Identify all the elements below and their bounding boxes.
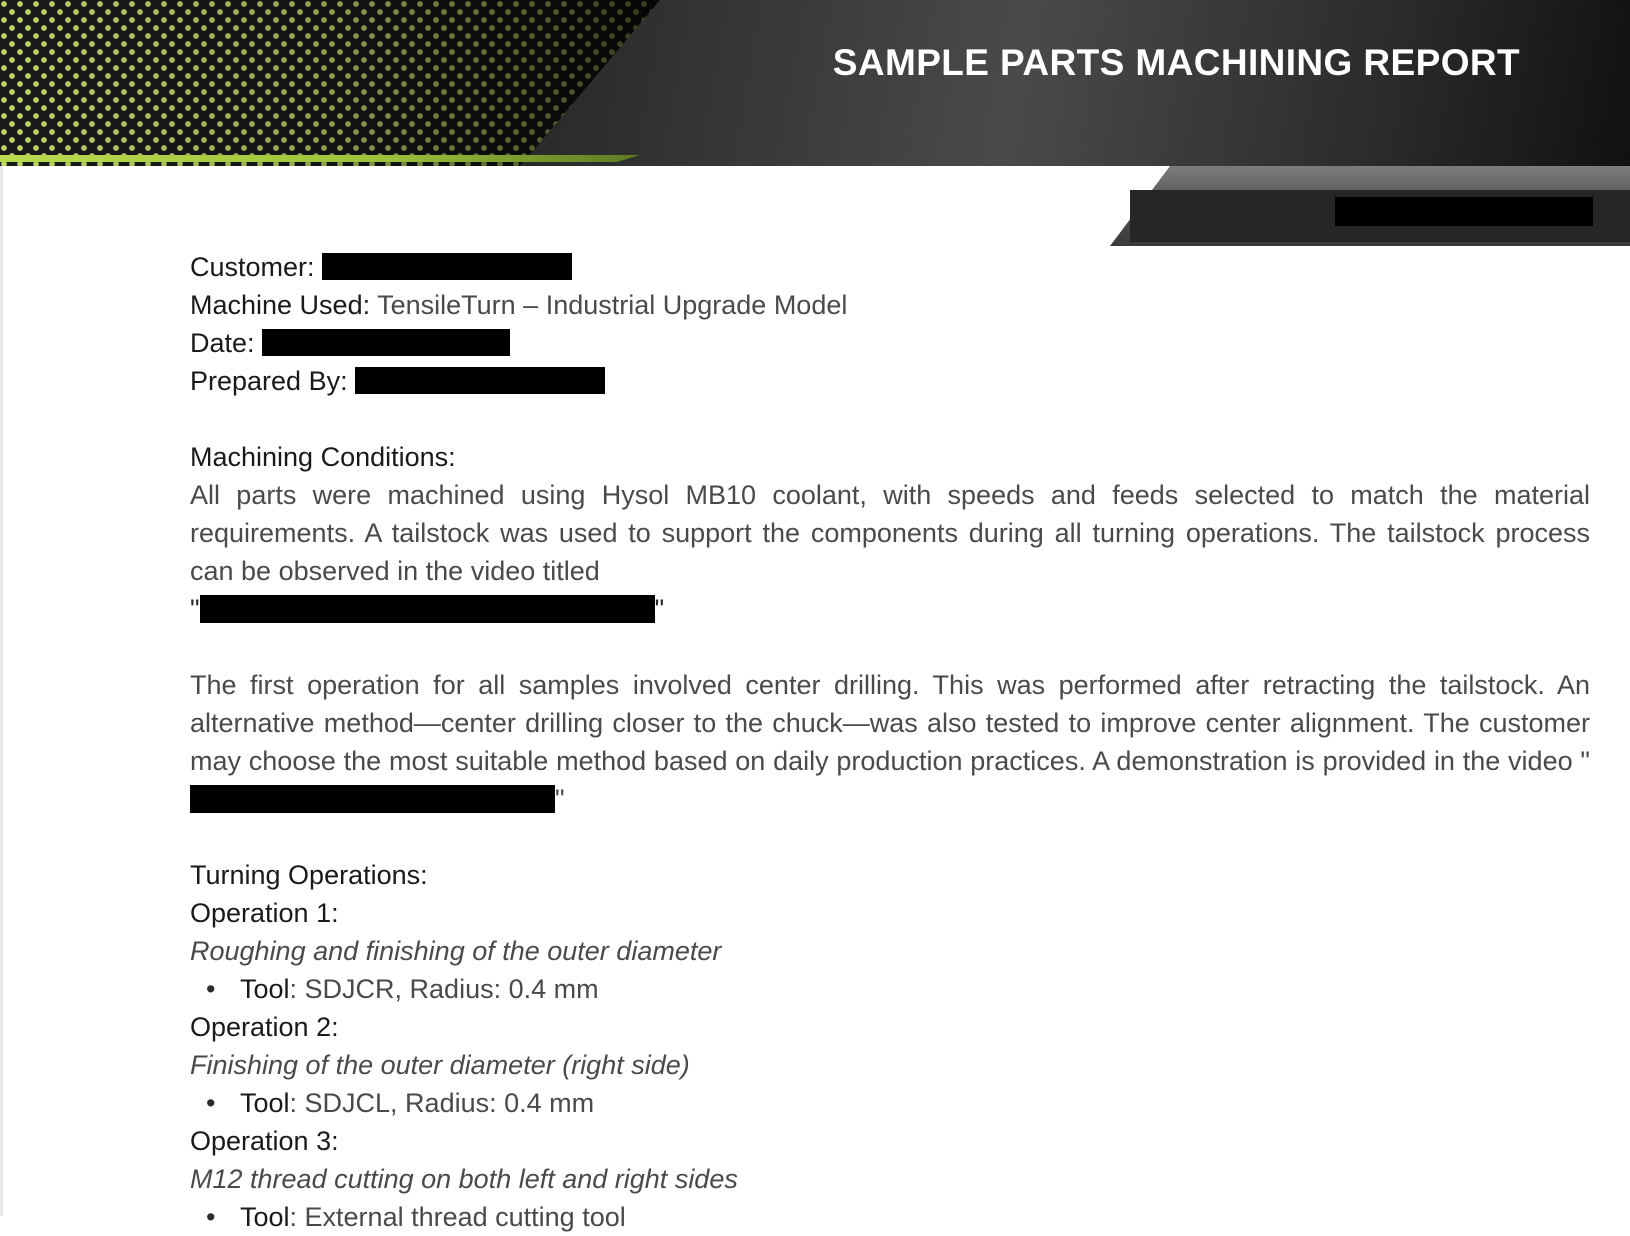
machining-conditions-heading: Machining Conditions: xyxy=(190,442,456,472)
operation-item xyxy=(190,1122,1590,1236)
operation-tool-value: : External thread cutting tool xyxy=(289,1202,626,1232)
spacer-1 xyxy=(190,400,1590,438)
redaction-block-video-title-2 xyxy=(190,785,555,813)
customer-label: Customer: xyxy=(190,252,315,282)
redaction-block-customer xyxy=(322,253,572,280)
machining-conditions-video-line xyxy=(190,590,1590,628)
operation-description: Roughing and finishing of the outer diameter xyxy=(190,936,722,966)
machine-value: TensileTurn – Industrial Upgrade Model xyxy=(377,290,848,320)
operation-item xyxy=(190,1008,1590,1122)
operation-tool-value: : SDJCL, Radius: 0.4 mm xyxy=(289,1088,595,1118)
report-title: SAMPLE PARTS MACHINING REPORT xyxy=(832,42,1520,83)
center-drilling-paragraph xyxy=(190,666,1590,818)
operation-item xyxy=(190,894,1590,1008)
report-header-banner xyxy=(0,0,1630,246)
prepared-by-label: Prepared By: xyxy=(190,366,348,396)
operation-tool-bullet xyxy=(190,1084,1590,1122)
machining-conditions-paragraph xyxy=(190,476,1590,590)
operation-tool-bullet xyxy=(190,970,1590,1008)
redaction-block-prepared-by xyxy=(355,367,605,394)
operation-description: M12 thread cutting on both left and right sides xyxy=(190,1164,738,1194)
operation-description: Finishing of the outer diameter (right side) xyxy=(190,1050,690,1080)
redaction-block-video-title-1 xyxy=(200,595,655,623)
meta-machine xyxy=(190,286,1590,324)
operation-title: Operation 1: xyxy=(190,898,339,928)
operation-tool-bullet xyxy=(190,1198,1590,1236)
center-drilling-text: The first operation for all samples involved center drilling. This was performed after retracting the tailstock. An alternative method—center drilling closer to the chuck—was also tested to improve center alignment. The customer may choose the most suitable method based on daily production practices. A demonstration is provided in the video xyxy=(190,670,1590,776)
quote-close-1: " xyxy=(654,594,665,624)
operation-tool-label: Tool xyxy=(240,1202,290,1232)
spacer-2 xyxy=(190,628,1590,666)
date-label: Date: xyxy=(190,328,255,358)
operation-tool-label: Tool xyxy=(240,1088,290,1118)
document-body xyxy=(190,248,1590,1236)
operation-tool-label: Tool xyxy=(240,974,290,1004)
machining-conditions-text: All parts were machined using Hysol MB10 coolant, with speeds and feeds selected to match the material requirements. A tailstock was used to support the components during all turning operations. The tailstock process can be observed in the video titled xyxy=(190,480,1590,586)
meta-prepared-by xyxy=(190,362,1590,400)
operation-title: Operation 3: xyxy=(190,1126,339,1156)
spacer-3 xyxy=(190,818,1590,856)
quote-close-2: " xyxy=(555,784,565,814)
meta-customer xyxy=(190,248,1590,286)
quote-open-1: " xyxy=(190,594,200,624)
turning-operations-heading: Turning Operations: xyxy=(190,860,428,890)
operation-title: Operation 2: xyxy=(190,1012,339,1042)
redaction-block-date xyxy=(262,329,510,356)
machine-label: Machine Used: xyxy=(190,290,371,320)
green-accent-edge xyxy=(0,155,640,162)
quote-open-2: " xyxy=(1580,746,1590,776)
operation-tool-value: : SDJCR, Radius: 0.4 mm xyxy=(289,974,599,1004)
meta-date xyxy=(190,324,1590,362)
redaction-block-header xyxy=(1335,197,1593,226)
